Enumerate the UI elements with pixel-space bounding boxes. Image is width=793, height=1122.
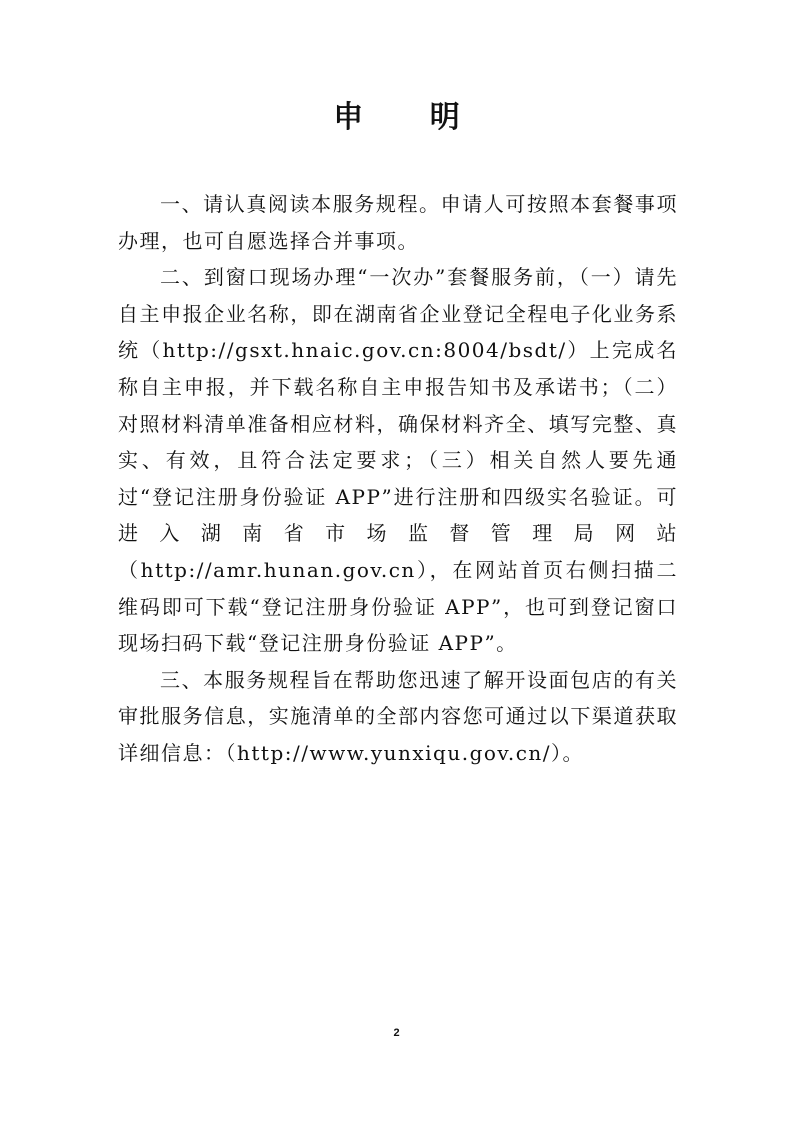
- document-body: [118, 186, 678, 772]
- page-number: 2: [393, 1027, 400, 1039]
- paragraph-3: 三、本服务规程旨在帮助您迅速了解开设面包店的有关审批服务信息，实施清单的全部内容您可通过以下渠道获取详细信息：（http://www.yunxiqu.gov.cn/）。: [118, 667, 678, 765]
- paragraph-1: 一、请认真阅读本服务规程。申请人可按照本套餐事项办理，也可自愿选择合并事项。: [118, 192, 678, 253]
- page-title: 申 明: [333, 100, 488, 135]
- paragraph-2: 二、到窗口现场办理“一次办”套餐服务前，（一）请先自主申报企业名称，即在湖南省企业登记全程电子化业务系统（http://gsxt.hnaic.gov.cn:8004/bsdt/）上完成名称自主申报，并下载名称自主申报告知书及承诺书；（二）对照材料清单准备相应材料，确保材料齐全、填写完整、真实、有效，且符合法定要求；（三）相关自然人要先通过“登记注册身份验证 APP”进行注册和四级实名验证。可进入湖南省市场监督管理局网站（http://amr.hunan.gov.cn），在网站首页右侧扫描二维码即可下载“登记注册身份验证 APP”，也可到登记窗口现场扫码下载“登记注册身份验证 APP”。: [118, 265, 678, 656]
